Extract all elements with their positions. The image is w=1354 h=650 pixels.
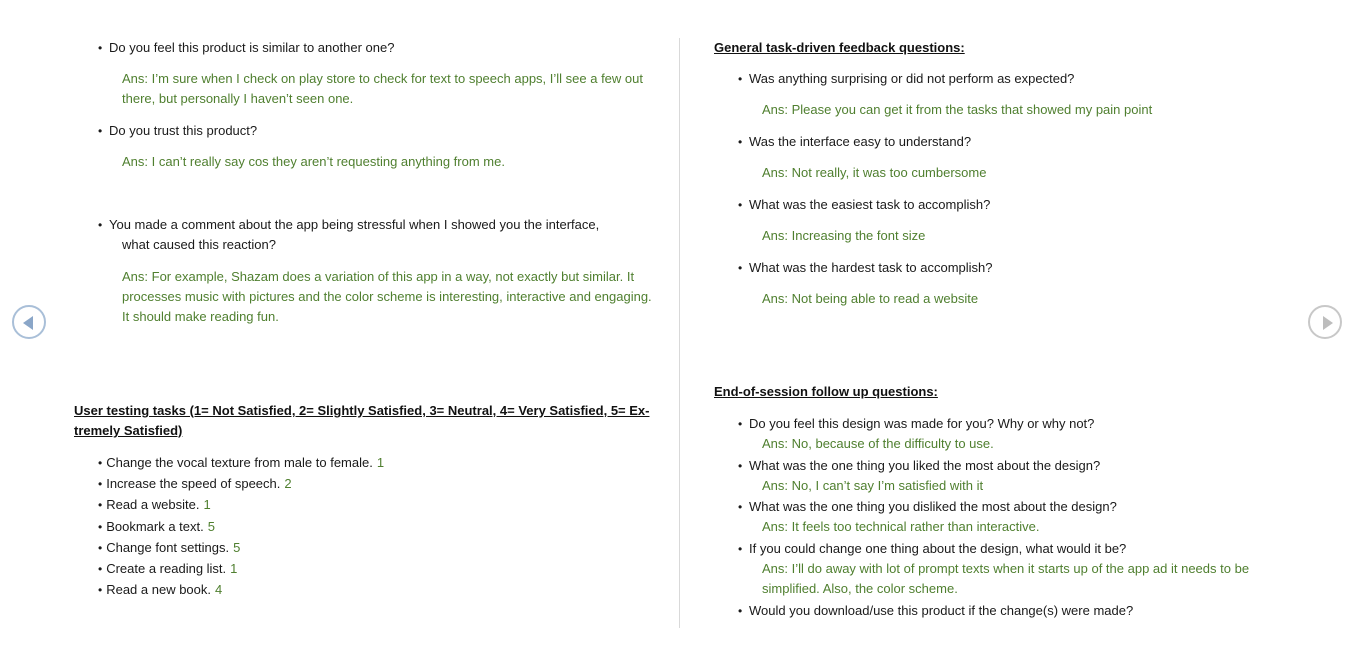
- task-item: • Read a website. 1: [98, 497, 211, 512]
- previous-page-button[interactable]: [12, 305, 46, 339]
- task-score: 2: [284, 476, 292, 491]
- task-label: Change font settings.: [106, 540, 230, 555]
- task-item: • Bookmark a text. 5: [98, 519, 215, 534]
- task-item: • Increase the speed of speech. 2: [98, 476, 292, 491]
- answer-text: Ans: For example, Shazam does a variation of this app in a way, not exactly but similar. It processes music with pictures and the color scheme is interesting, interactive and engaging. It should make reading fun.: [122, 269, 652, 324]
- task-label: Read a new book.: [106, 582, 211, 597]
- answer-text: Ans: It feels too technical rather than interactive.: [762, 519, 1040, 534]
- followup-heading: End-of-session follow up questions:: [714, 384, 938, 399]
- question-text: You made a comment about the app being stressful when I showed you the interface, what caused this reaction?: [109, 217, 600, 252]
- answer-text: Ans: I’m sure when I check on play store to check for text to speech apps, I’ll see a few out there, but personally I haven’t seen one.: [122, 71, 643, 106]
- question-text: What was the one thing you disliked the most about the design?: [749, 499, 1117, 514]
- question-text: Was the interface easy to understand?: [749, 134, 972, 149]
- question-text: Do you feel this product is similar to another one?: [109, 40, 395, 55]
- question-item: • What was the hardest task to accomplish?: [714, 258, 1289, 278]
- task-item: • Change font settings. 5: [98, 540, 241, 555]
- task-item: • Read a new book. 4: [98, 582, 223, 597]
- answer-text: Ans: Please you can get it from the tasks that showed my pain point: [762, 102, 1153, 117]
- chevron-left-icon: [23, 316, 33, 330]
- question-text: Would you download/use this product if the change(s) were made?: [749, 603, 1134, 618]
- question-item: • What was the easiest task to accomplish?: [714, 195, 1289, 215]
- task-score: 5: [207, 519, 215, 534]
- task-label: Change the vocal texture from male to female.: [106, 455, 373, 470]
- question-text: What was the easiest task to accomplish?: [749, 197, 991, 212]
- question-item: • Was the interface easy to understand?: [714, 132, 1289, 152]
- chevron-right-icon: [1323, 316, 1333, 330]
- answer-text: Ans: I’ll do away with lot of prompt texts when it starts up of the app ad it needs to be simplified. Also, the color scheme.: [762, 561, 1250, 596]
- question-item: • Do you feel this design was made for you? Why or why not?: [714, 414, 1289, 434]
- answer-text: Ans: No, because of the difficulty to use.: [762, 436, 994, 451]
- general-feedback-heading: General task-driven feedback questions:: [714, 40, 965, 55]
- question-item: • If you could change one thing about the design, what would it be?: [714, 539, 1289, 559]
- left-page: [74, 0, 654, 650]
- task-label: Bookmark a text.: [106, 519, 204, 534]
- task-score: 1: [203, 497, 211, 512]
- question-text: What was the one thing you liked the most about the design?: [749, 458, 1101, 473]
- question-text: If you could change one thing about the design, what would it be?: [749, 541, 1127, 556]
- answer-text: Ans: Not really, it was too cumbersome: [762, 165, 987, 180]
- task-label: Read a website.: [106, 497, 200, 512]
- question-text: Do you trust this product?: [109, 123, 258, 138]
- task-score: 5: [233, 540, 241, 555]
- answer-text: Ans: I can’t really say cos they aren’t requesting anything from me.: [122, 154, 505, 169]
- task-item: • Create a reading list. 1: [98, 561, 238, 576]
- question-text: Do you feel this design was made for you? Why or why not?: [749, 416, 1095, 431]
- question-item: • Do you feel this product is similar to another one?: [74, 38, 649, 58]
- question-text: Was anything surprising or did not perform as expected?: [749, 71, 1075, 86]
- next-page-button[interactable]: [1308, 305, 1342, 339]
- task-label: Increase the speed of speech.: [106, 476, 281, 491]
- task-score: 1: [230, 561, 238, 576]
- question-item: • What was the one thing you disliked the most about the design?: [714, 497, 1289, 517]
- task-label: Create a reading list.: [106, 561, 227, 576]
- question-text: What was the hardest task to accomplish?: [749, 260, 993, 275]
- question-item: • Do you trust this product?: [74, 121, 649, 141]
- answer-text: Ans: Not being able to read a website: [762, 291, 979, 306]
- task-item: • Change the vocal texture from male to female. 1: [98, 455, 385, 470]
- question-item: • Would you download/use this product if the change(s) were made?: [714, 601, 1289, 621]
- answer-text: Ans: Increasing the font size: [762, 228, 926, 243]
- answer-text: Ans: No, I can’t say I’m satisfied with it: [762, 478, 984, 493]
- right-page: [714, 0, 1294, 650]
- question-item: • Was anything surprising or did not perform as expected?: [714, 69, 1289, 89]
- task-score: 4: [215, 582, 223, 597]
- question-item: • You made a comment about the app being stressful when I showed you the interface, what caused this reaction?: [74, 215, 629, 255]
- question-item: • What was the one thing you liked the most about the design?: [714, 456, 1289, 476]
- page-divider: [679, 38, 680, 628]
- task-score: 1: [376, 455, 385, 470]
- tasks-heading: User testing tasks (1= Not Satisfied, 2= Slightly Satisfied, 3= Neutral, 4= Very Satisfied, 5= Ex- tremely Satisfied): [74, 403, 650, 438]
